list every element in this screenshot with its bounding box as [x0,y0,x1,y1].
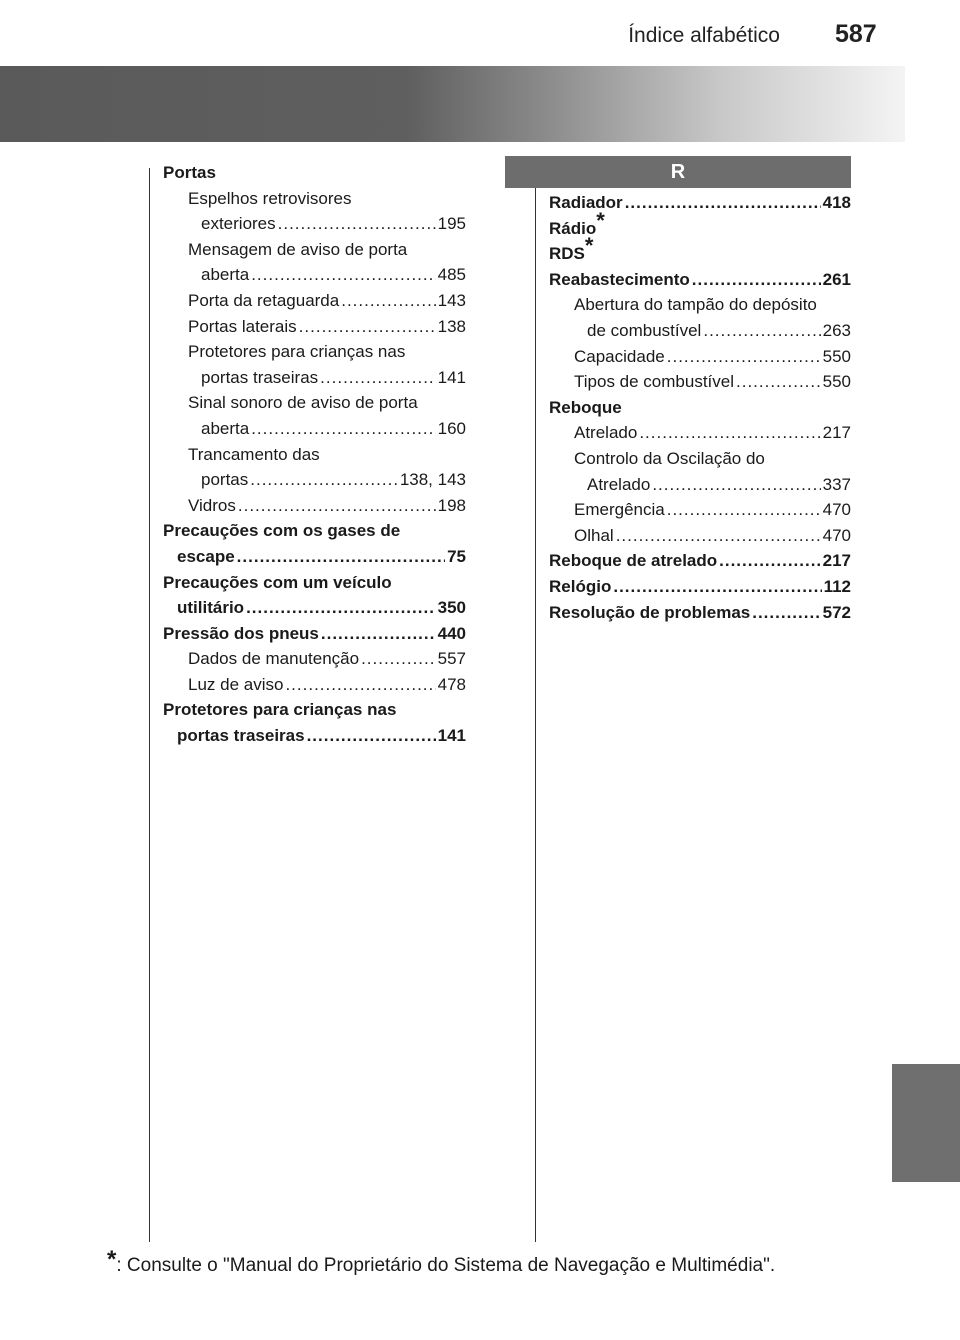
index-entry [549,574,851,600]
index-entry [163,288,466,314]
entry-label: Tipos de combustível [574,372,734,392]
entry-label: Radiador [549,193,623,212]
entry-label: portas traseiras [177,726,305,746]
leader-dots [299,314,436,340]
index-entry-line: Mensagem de aviso de porta [188,239,408,259]
middle-column-rule [535,168,536,1242]
index-entry [163,595,466,621]
section-letter: R [670,160,686,183]
leader-dots [278,211,436,237]
leader-dots [625,190,821,216]
index-entry [163,493,466,519]
page-ref: 217 [822,423,851,443]
page-ref: 350 [437,598,466,618]
leader-dots [251,262,435,288]
leader-dots [616,523,821,549]
page-ref: 195 [437,214,466,234]
page-number: 587 [835,20,877,48]
page-ref: 138, 143 [399,470,466,490]
page-ref: 141 [437,726,466,746]
index-entry [163,262,466,288]
index-entry [549,267,851,293]
entry-label: de combustível [587,320,702,340]
leader-dots [285,672,435,698]
leader-dots [736,369,821,395]
entry-label: aberta [201,265,250,285]
leader-dots [652,472,820,498]
page-ref: 138 [437,316,466,336]
page-ref: 550 [822,346,851,366]
leader-dots [307,723,436,749]
index-entry [549,420,851,446]
entry-label: Capacidade [574,346,665,366]
index-entry-line: Espelhos retrovisores [188,188,352,208]
leader-dots [321,621,436,647]
leader-dots [719,548,820,574]
entry-label: Atrelado [574,423,638,443]
index-entry [549,472,851,498]
index-entry [163,544,466,570]
index-entry [163,365,466,391]
leader-dots [246,595,436,621]
index-heading-line: Protetores para crianças nas [163,700,397,720]
entry-label: Vidros [188,495,236,515]
entry-label: Emergência [574,500,665,520]
entry-label: Relógio [549,576,612,596]
page-ref: 198 [437,495,466,515]
page-ref: 143 [437,290,466,310]
page-ref: 557 [437,649,466,669]
entry-label: Pressão dos pneus [163,623,319,643]
index-entry [549,207,851,242]
index-column-left [163,160,466,749]
left-column-rule [149,168,150,1242]
page-ref: 470 [822,500,851,520]
index-entry [549,233,851,267]
index-entry [163,467,466,493]
index-entry [549,190,851,216]
index-entry [549,318,851,344]
index-entry [549,523,851,549]
page-ref: 550 [822,372,851,392]
index-heading-line: Precauções com um veículo [163,572,392,592]
index-heading: Reboque [549,397,622,417]
asterisk-mark: * [596,207,605,233]
entry-label: Reboque de atrelado [549,551,718,571]
leader-dots [613,574,821,600]
asterisk-mark: * [584,233,594,259]
index-entry [163,621,466,647]
index-entry [549,600,851,626]
entry-label: Reabastecimento [549,269,690,289]
page-ref: 572 [822,602,851,622]
index-entry-line: Protetores para crianças nas [188,342,406,362]
footnote [107,1246,775,1277]
page-ref: 160 [437,418,466,438]
leader-dots [341,288,435,314]
footnote-mark: * [107,1246,117,1273]
index-entry-line: Abertura do tampão do depósito [574,295,817,315]
leader-dots [639,420,820,446]
page-ref: 478 [437,674,466,694]
index-entry [163,314,466,340]
index-entry-line: Sinal sonoro de aviso de porta [188,393,418,413]
leader-dots [667,497,821,523]
index-entry [163,416,466,442]
leader-dots [237,544,445,570]
entry-label: Luz de aviso [188,674,284,694]
index-entry [163,646,466,672]
leader-dots [692,267,821,293]
entry-label: Dados de manutenção [188,649,360,669]
page-ref: 217 [822,551,851,571]
leader-dots [250,467,398,493]
page-ref: 485 [437,265,466,285]
page-ref: 418 [822,193,851,212]
entry-label: Rádio [549,218,597,238]
index-entry-line: Trancamento das [188,444,320,464]
page-ref: 75 [447,546,466,566]
page-ref: 112 [823,576,851,596]
leader-dots [703,318,820,344]
index-entry [163,672,466,698]
leader-dots [251,416,435,442]
page-ref: 263 [822,320,851,340]
page-ref: 470 [822,525,851,545]
leader-dots [238,493,436,519]
entry-label: Portas laterais [188,316,297,336]
page-ref: 261 [822,269,851,289]
leader-dots [361,646,436,672]
page-ref: 337 [822,474,851,494]
page-ref: 440 [437,623,466,643]
index-heading-line: Precauções com os gases de [163,521,401,541]
entry-label: exteriores [201,214,276,234]
leader-dots [320,365,435,391]
index-entry [549,344,851,370]
entry-label: Olhal [574,525,614,545]
leader-dots [752,600,820,626]
entry-label: escape [177,546,235,566]
entry-label: utilitário [177,598,245,618]
index-entry [549,548,851,574]
index-entry [549,497,851,523]
entry-label: portas traseiras [201,367,319,387]
entry-label: portas [201,470,249,490]
index-entry [163,723,466,749]
footnote-text: : Consulte o "Manual do Proprietário do Sistema de Navegação e Multimédia". [116,1255,776,1276]
entry-label: RDS [549,244,585,264]
entry-label: Porta da retaguarda [188,290,340,310]
section-letter-bar [505,156,851,188]
leader-dots [667,344,821,370]
index-entry [549,369,851,395]
index-entry-line: Controlo da Oscilação do [574,448,765,468]
index-column-right [549,190,851,625]
index-entry [163,211,466,237]
entry-label: Atrelado [587,474,651,494]
index-heading: Portas [163,163,216,182]
page-ref: 141 [437,367,466,387]
entry-label: Resolução de problemas [549,602,751,622]
entry-label: aberta [201,418,250,438]
header-band [0,66,905,142]
chapter-tab [892,1064,960,1182]
section-title: Índice alfabético [628,24,780,47]
